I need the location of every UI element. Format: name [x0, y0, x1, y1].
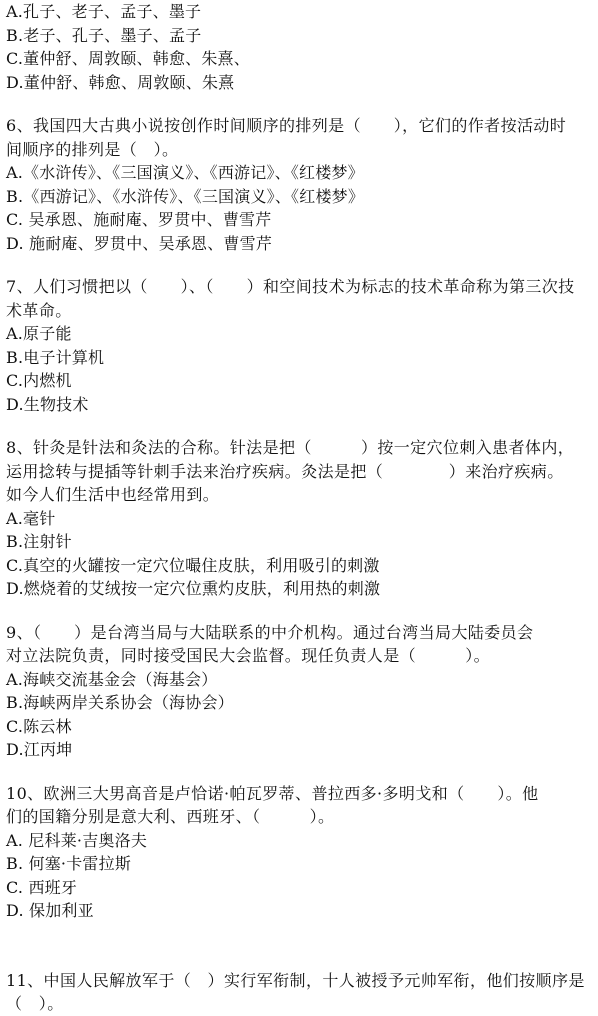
- option-b: B.注射针: [6, 532, 72, 551]
- option-c: C.董仲舒、周敦颐、韩愈、朱熹、: [6, 49, 250, 68]
- option-d: D.燃烧着的艾绒按一定穴位熏灼皮肤，利用热的刺激: [6, 579, 381, 598]
- question-stem-line: 们的国籍分别是意大利、西班牙、（ ）。: [6, 807, 335, 826]
- option-c: C.陈云林: [6, 716, 72, 736]
- question-10: [6, 782, 594, 923]
- option-d: D.董仲舒、韩愈、周敦颐、朱熹: [6, 72, 235, 92]
- question-stem-line: 11、中国人民解放军于（ ）实行军衔制，十人被授予元帅军衔，他们按顺序是: [6, 970, 585, 990]
- question-stem-line: 如今人们生活中也经常用到。: [6, 485, 220, 504]
- question-stem-line: 9、（ ）是台湾当局与大陆联系的中介机构。通过台湾当局大陆委员会: [6, 622, 534, 642]
- question-stem-line: 10、欧洲三大男高音是卢恰诺·帕瓦罗蒂、普拉西多·多明戈和（ ）。他: [6, 783, 539, 803]
- question-7: [6, 275, 594, 416]
- question-stem-line: 间顺序的排列是（ ）。: [6, 139, 179, 159]
- option-b: B.电子计算机: [6, 347, 105, 367]
- option-b: B.海峡两岸关系协会（海协会）: [6, 693, 234, 712]
- option-a: A. 尼科莱·吉奥洛夫: [6, 830, 148, 850]
- option-a: A.海峡交流基金会（海基会）: [6, 669, 218, 689]
- option-b: B. 何塞·卡雷拉斯: [6, 854, 132, 873]
- option-c: C.真空的火罐按一定穴位嘬住皮肤，利用吸引的刺激: [6, 555, 380, 575]
- option-a: A.《水浒传》、《三国演义》、《西游记》、《红楼梦》: [6, 163, 364, 182]
- option-c: C. 西班牙: [6, 877, 78, 897]
- question-stem-line: 运用捻转与提插等针刺手法来治疗疾病。灸法是把（ ）来治疗疾病。: [6, 461, 564, 481]
- option-d: D. 保加利亚: [6, 901, 94, 920]
- option-d: D. 施耐庵、罗贯中、吴承恩、曹雪芹: [6, 233, 273, 253]
- option-c: C. 吴承恩、施耐庵、罗贯中、曹雪芹: [6, 210, 272, 229]
- question-stem-line: 7、人们习惯把以（ ）、（ ）和空间技术为标志的技术革命称为第三次技: [6, 277, 575, 296]
- question-stem-line: （ ）。: [6, 994, 64, 1013]
- question-stem-line: 对立法院负责，同时接受国民大会监督。现任负责人是（ ）。: [6, 646, 491, 665]
- question-6: [6, 114, 594, 255]
- prev-question-options: [6, 0, 594, 94]
- option-a: A.孔子、老子、孟子、墨子: [6, 2, 202, 21]
- question-stem-line: 6、我国四大古典小说按创作时间顺序的排列是（ ），它们的作者按活动时: [6, 116, 567, 135]
- question-9: [6, 621, 594, 762]
- question-11: [6, 969, 594, 1016]
- option-a: A.毫针: [6, 508, 56, 528]
- question-stem-line: 8、针灸是针法和灸法的合称。针法是把（ ）按一定穴位刺入患者体内，: [6, 438, 575, 457]
- question-stem-line: 术革命。: [6, 300, 72, 320]
- option-b: B.《西游记》、《水浒传》、《三国演义》、《红楼梦》: [6, 186, 365, 206]
- option-a: A.原子能: [6, 324, 72, 343]
- option-b: B.老子、孔子、墨子、孟子: [6, 25, 202, 45]
- question-8: [6, 436, 594, 601]
- exam-page: [6, 0, 594, 1013]
- option-d: D.江丙坤: [6, 740, 73, 759]
- option-d: D.生物技术: [6, 394, 89, 414]
- option-c: C.内燃机: [6, 371, 72, 390]
